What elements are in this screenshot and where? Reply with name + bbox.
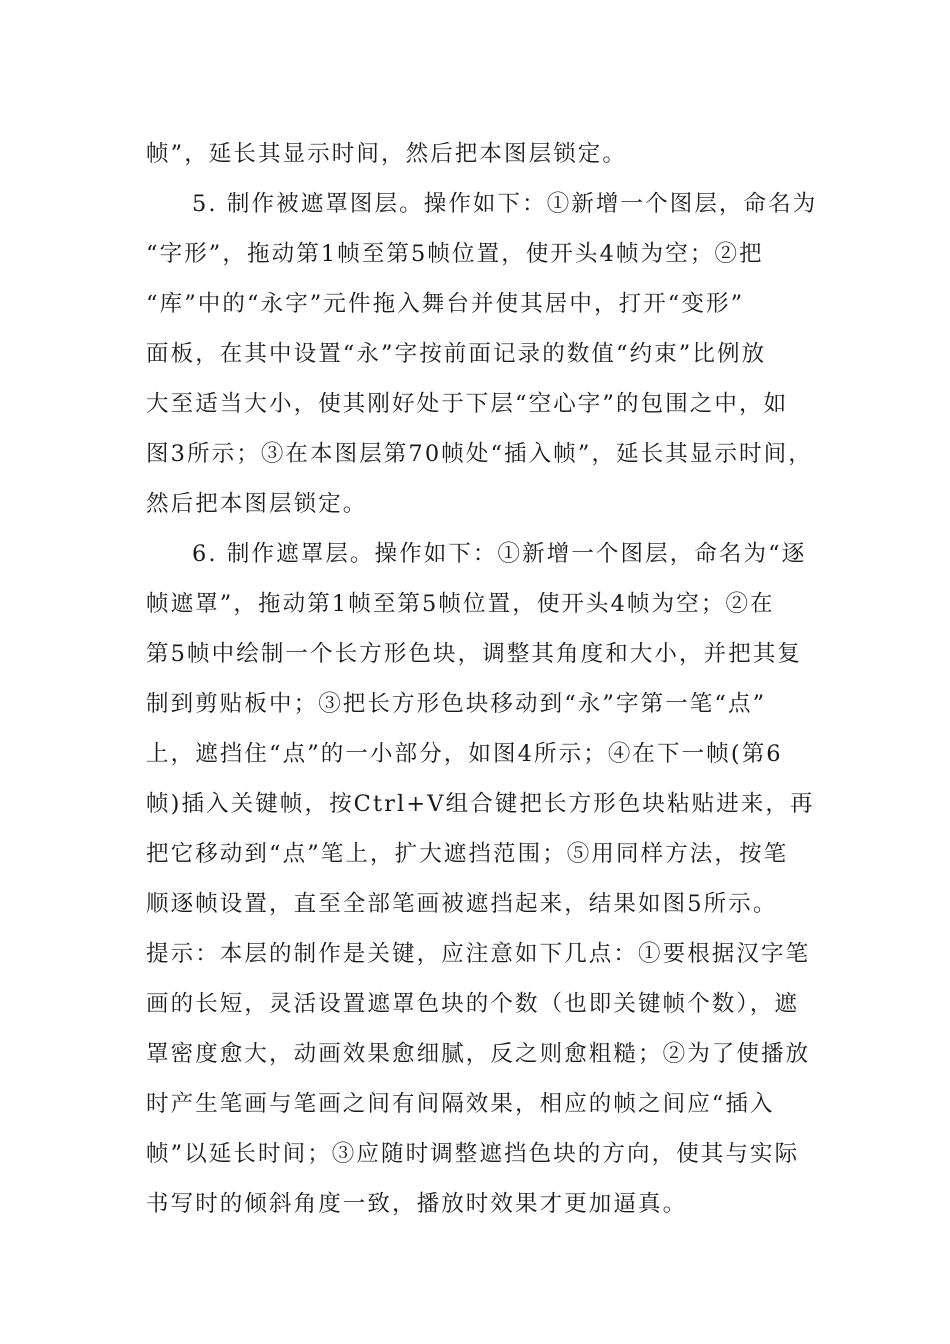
text-line: 帧”以延长时间；③应随时调整遮挡色块的方向，使其与实际 (146, 1141, 800, 1167)
text-line: “库”中的“永字”元件拖入舞台并使其居中，打开“变形” (146, 291, 745, 317)
text-line: 画的长短，灵活设置遮罩色块的个数（也即关键帧个数），遮 (146, 991, 799, 1017)
body-text (146, 129, 836, 1229)
text-line: 书写时的倾斜角度一致，播放时效果才更加逼真。 (146, 1191, 688, 1217)
text-line: 帧遮罩”，拖动第1帧至第5帧位置，使开头4帧为空；②在 (146, 591, 775, 617)
text-line: 帧)插入关键帧，按Ctrl+V组合键把长方形色块粘贴进来，再 (146, 791, 815, 817)
text-line: 把它移动到“点”笔上，扩大遮挡范围；⑤用同样方法，按笔 (146, 841, 789, 867)
text-line: 时产生笔画与笔画之间有间隔效果，相应的帧之间应“插入 (146, 1091, 775, 1117)
text-line: 上，遮挡住“点”的一小部分，如图4所示；④在下一帧(第6 (146, 741, 783, 767)
text-line: “字形”，拖动第1帧至第5帧位置，使开头4帧为空；②把 (146, 241, 764, 267)
text-line: 罩密度愈大，动画效果愈细腻，反之则愈粗糙；②为了使播放 (146, 1041, 811, 1067)
text-line: 帧”，延长其显示时间，然后把本图层锁定。 (146, 141, 628, 167)
paragraph-5-start: 5. 制作被遮罩图层。操作如下：①新增一个图层，命名为 (192, 191, 818, 217)
text-line: 面板，在其中设置“永”字按前面记录的数值“约束”比例放 (146, 341, 767, 367)
tip-paragraph-start: 提示：本层的制作是关键，应注意如下几点：①要根据汉字笔 (146, 941, 811, 967)
text-line: 然后把本图层锁定。 (146, 491, 368, 517)
text-line: 制到剪贴板中；③把长方形色块移动到“永”字第一笔“点” (146, 691, 767, 717)
paragraph-6-start: 6. 制作遮罩层。操作如下：①新增一个图层，命名为“逐 (192, 541, 807, 567)
text-line: 图3所示；③在本图层第70帧处“插入帧”，延长其显示时间， (146, 441, 813, 467)
text-line: 大至适当大小，使其刚好处于下层“空心字”的包围之中，如 (146, 391, 789, 417)
text-line: 顺逐帧设置，直至全部笔画被遮挡起来，结果如图5所示。 (146, 891, 778, 917)
text-line: 第5帧中绘制一个长方形色块，调整其角度和大小，并把其复 (146, 641, 803, 667)
